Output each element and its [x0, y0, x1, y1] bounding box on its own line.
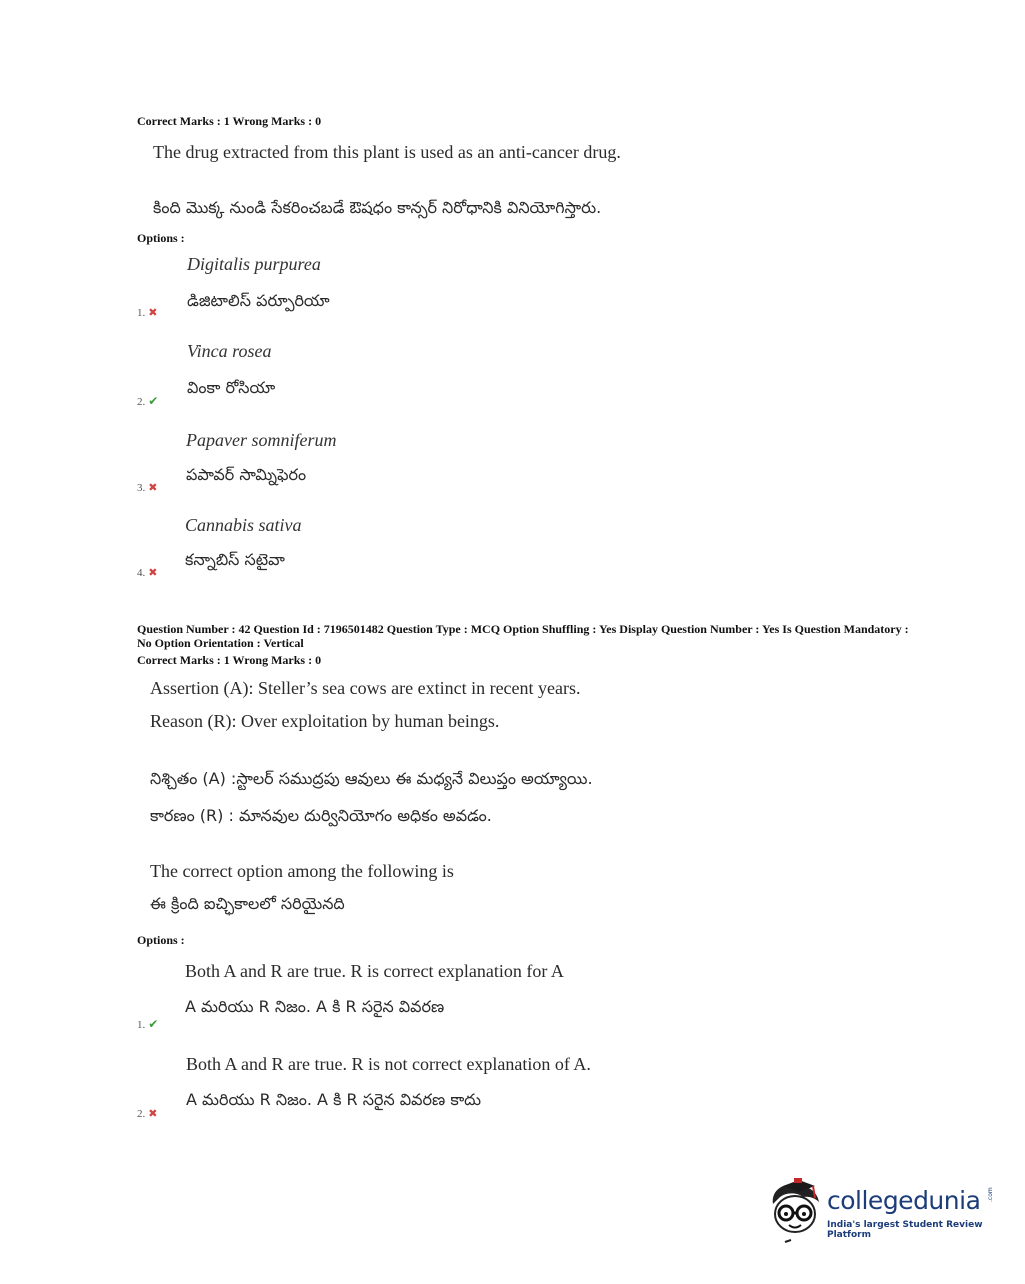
q41-question-en: The drug extracted from this plant is used as an anti-cancer drug.	[153, 142, 621, 162]
q41-option-4-te: కన్నాబిస్ సటైవా	[185, 550, 285, 569]
wrong-icon: ✖	[148, 1108, 158, 1120]
q41-options-label: Options :	[137, 231, 185, 245]
mascot-icon	[765, 1178, 825, 1244]
q42-option-1-te: A మరియు R నిజం. A కి R సరైన వివరణ	[185, 997, 445, 1016]
q42-option-2-te: A మరియు R నిజం. A కి R సరైన వివరణ కాదు	[186, 1090, 482, 1109]
wrong-icon: ✖	[148, 307, 158, 319]
q42-option-2-en: Both A and R are true. R is not correct explanation of A.	[186, 1054, 591, 1074]
q41-marks: Correct Marks : 1 Wrong Marks : 0	[137, 114, 322, 128]
q41-option-2-te: వింకా రోసియా	[187, 378, 276, 397]
q42-option-2-marker	[137, 1107, 157, 1120]
q42-prompt-te: ఈ క్రింది ఐచ్ఛికాలలో సరియైనది	[150, 894, 345, 913]
q42-marks: Correct Marks : 1 Wrong Marks : 0	[137, 653, 322, 667]
q42-assertion-en: Assertion (A): Steller’s sea cows are extinct in recent years.	[150, 678, 581, 698]
q42-option-1-en: Both A and R are true. R is correct explanation for A	[185, 961, 564, 981]
q41-option-4-en: Cannabis sativa	[185, 515, 302, 535]
option-number: 3.	[137, 482, 146, 494]
wrong-icon: ✖	[148, 567, 158, 579]
q42-header: Question Number : 42 Question Id : 7196501482 Question Type : MCQ Option Shuffling : Yes Display Question Number : Yes Is Question Mandatory : No Option Orientation : Vertical	[137, 622, 909, 650]
q41-option-1-te: డిజిటాలిస్ పర్పూరియా	[187, 291, 330, 310]
q41-question-te: కింది మొక్క నుండి సేకరించబడే ఔషధం కాన్సర్ నిరోధానికి వినియోగిస్తారు.	[153, 198, 602, 217]
logo-wordmark: collegedunia	[827, 1186, 981, 1215]
option-number: 1.	[137, 307, 146, 319]
option-number: 2.	[137, 1108, 146, 1120]
q41-option-1-marker	[137, 306, 157, 319]
q42-option-1-marker	[137, 1017, 158, 1032]
q41-option-2-en: Vinca rosea	[187, 341, 272, 361]
q42-reason-en: Reason (R): Over exploitation by human beings.	[150, 711, 500, 731]
q41-option-3-te: పపావర్ సామ్నిఫెరం	[186, 465, 307, 484]
check-icon: ✔	[148, 1017, 159, 1031]
q42-reason-te: కారణం (R) : మానవుల దుర్వినియోగం అధికం అవడం.	[150, 806, 492, 825]
q41-option-4-marker	[137, 566, 157, 579]
q41-option-1-en: Digitalis purpurea	[187, 254, 321, 274]
collegedunia-logo[interactable]	[765, 1178, 995, 1248]
q42-assertion-te: నిశ్చితం (A) :స్టాలర్ సముద్రపు ఆవులు ఈ మధ్యనే విలుప్తం అయ్యాయి.	[150, 769, 593, 788]
logo-tld: .com	[987, 1187, 994, 1202]
wrong-icon: ✖	[148, 482, 158, 494]
option-number: 1.	[137, 1019, 146, 1031]
q42-prompt-en: The correct option among the following is	[150, 861, 454, 881]
q41-option-3-marker	[137, 481, 157, 494]
q42-options-label: Options :	[137, 933, 185, 947]
q41-option-3-en: Papaver somniferum	[186, 430, 337, 450]
option-number: 4.	[137, 567, 146, 579]
option-number: 2.	[137, 396, 146, 408]
logo-tagline: India's largest Student Review Platform	[827, 1220, 983, 1240]
check-icon: ✔	[148, 394, 159, 408]
q41-option-2-marker	[137, 394, 158, 409]
